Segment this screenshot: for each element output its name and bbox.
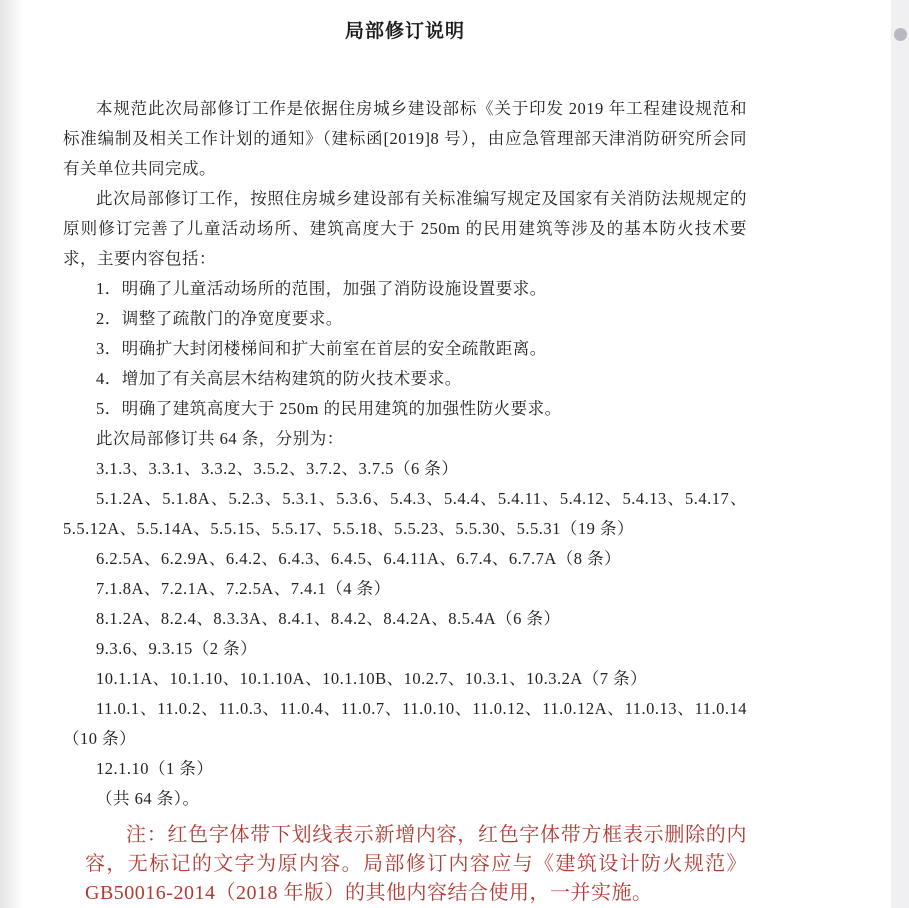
clause-list-chapter-11: 11.0.1、11.0.2、11.0.3、11.0.4、11.0.7、11.0.10、11.0.12、11.0.12A、11.0.13、11.0.14（10 条） bbox=[63, 699, 747, 748]
list-item-2: 2．调整了疏散门的净宽度要求。 bbox=[96, 309, 343, 328]
clause-list-chapter-9: 9.3.6、9.3.15（2 条） bbox=[96, 639, 258, 658]
list-item-1: 1．明确了儿童活动场所的范围，加强了消防设施设置要求。 bbox=[96, 279, 547, 298]
clause-list-chapter-6: 6.2.5A、6.2.9A、6.4.2、6.4.3、6.4.5、6.4.11A、6.7.4、6.7.7A（8 条） bbox=[96, 549, 622, 568]
scrollbar-track[interactable] bbox=[891, 0, 909, 908]
revision-legend-note: 注：红色字体带下划线表示新增内容，红色字体带方框表示删除的内容，无标记的文字为原内容。局部修订内容应与《建筑设计防火规范》GB50016-2014（2018 年版）的其他内容结合使用，一并实施。 bbox=[85, 824, 747, 904]
clause-list-chapter-12: 12.1.10（1 条） bbox=[96, 759, 214, 778]
paragraph-total-intro: 此次局部修订共 64 条，分别为： bbox=[96, 429, 344, 448]
list-item-3: 3．明确扩大封闭楼梯间和扩大前室在首层的安全疏散距离。 bbox=[96, 339, 547, 358]
paragraph-intro-basis: 本规范此次局部修订工作是依据住房城乡建设部标《关于印发 2019 年工程建设规范和标准编制及相关工作计划的通知》（建标函[2019]8 号），由应急管理部天津消防研究所会同有关单位共同完成。 bbox=[63, 99, 747, 178]
clause-list-chapter-7: 7.1.8A、7.2.1A、7.2.5A、7.4.1（4 条） bbox=[96, 579, 391, 598]
clause-list-chapter-3: 3.1.3、3.3.1、3.3.2、3.5.2、3.7.2、3.7.5（6 条） bbox=[96, 459, 459, 478]
list-item-5: 5．明确了建筑高度大于 250m 的民用建筑的加强性防火要求。 bbox=[96, 399, 562, 418]
page-edge-shadow bbox=[0, 0, 24, 908]
paragraph-revision-scope: 此次局部修订工作，按照住房城乡建设部有关标准编写规定及国家有关消防法规规定的原则修订完善了儿童活动场所、建筑高度大于 250m 的民用建筑等涉及的基本防火技术要求，主要内容包括： bbox=[63, 189, 747, 268]
clause-list-total: （共 64 条）。 bbox=[96, 789, 200, 808]
scrollbar-thumb[interactable] bbox=[894, 28, 907, 41]
clause-list-chapter-8: 8.1.2A、8.2.4、8.3.3A、8.4.1、8.4.2、8.4.2A、8.5.4A（6 条） bbox=[96, 609, 561, 628]
document-body bbox=[63, 94, 747, 814]
clause-list-chapter-10: 10.1.1A、10.1.10、10.1.10A、10.1.10B、10.2.7、10.3.1、10.3.2A（7 条） bbox=[96, 669, 648, 688]
document-content bbox=[63, 18, 747, 908]
clause-list-chapter-5: 5.1.2A、5.1.8A、5.2.3、5.3.1、5.3.6、5.4.3、5.4.4、5.4.11、5.4.12、5.4.13、5.4.17、5.5.12A、5.5.14A、5.5.15、5.5.17、5.5.18、5.5.23、5.5.30、5.5.31（19 条） bbox=[63, 489, 747, 538]
page-title: 局部修订说明 bbox=[344, 21, 465, 42]
list-item-4: 4．增加了有关高层木结构建筑的防火技术要求。 bbox=[96, 369, 462, 388]
